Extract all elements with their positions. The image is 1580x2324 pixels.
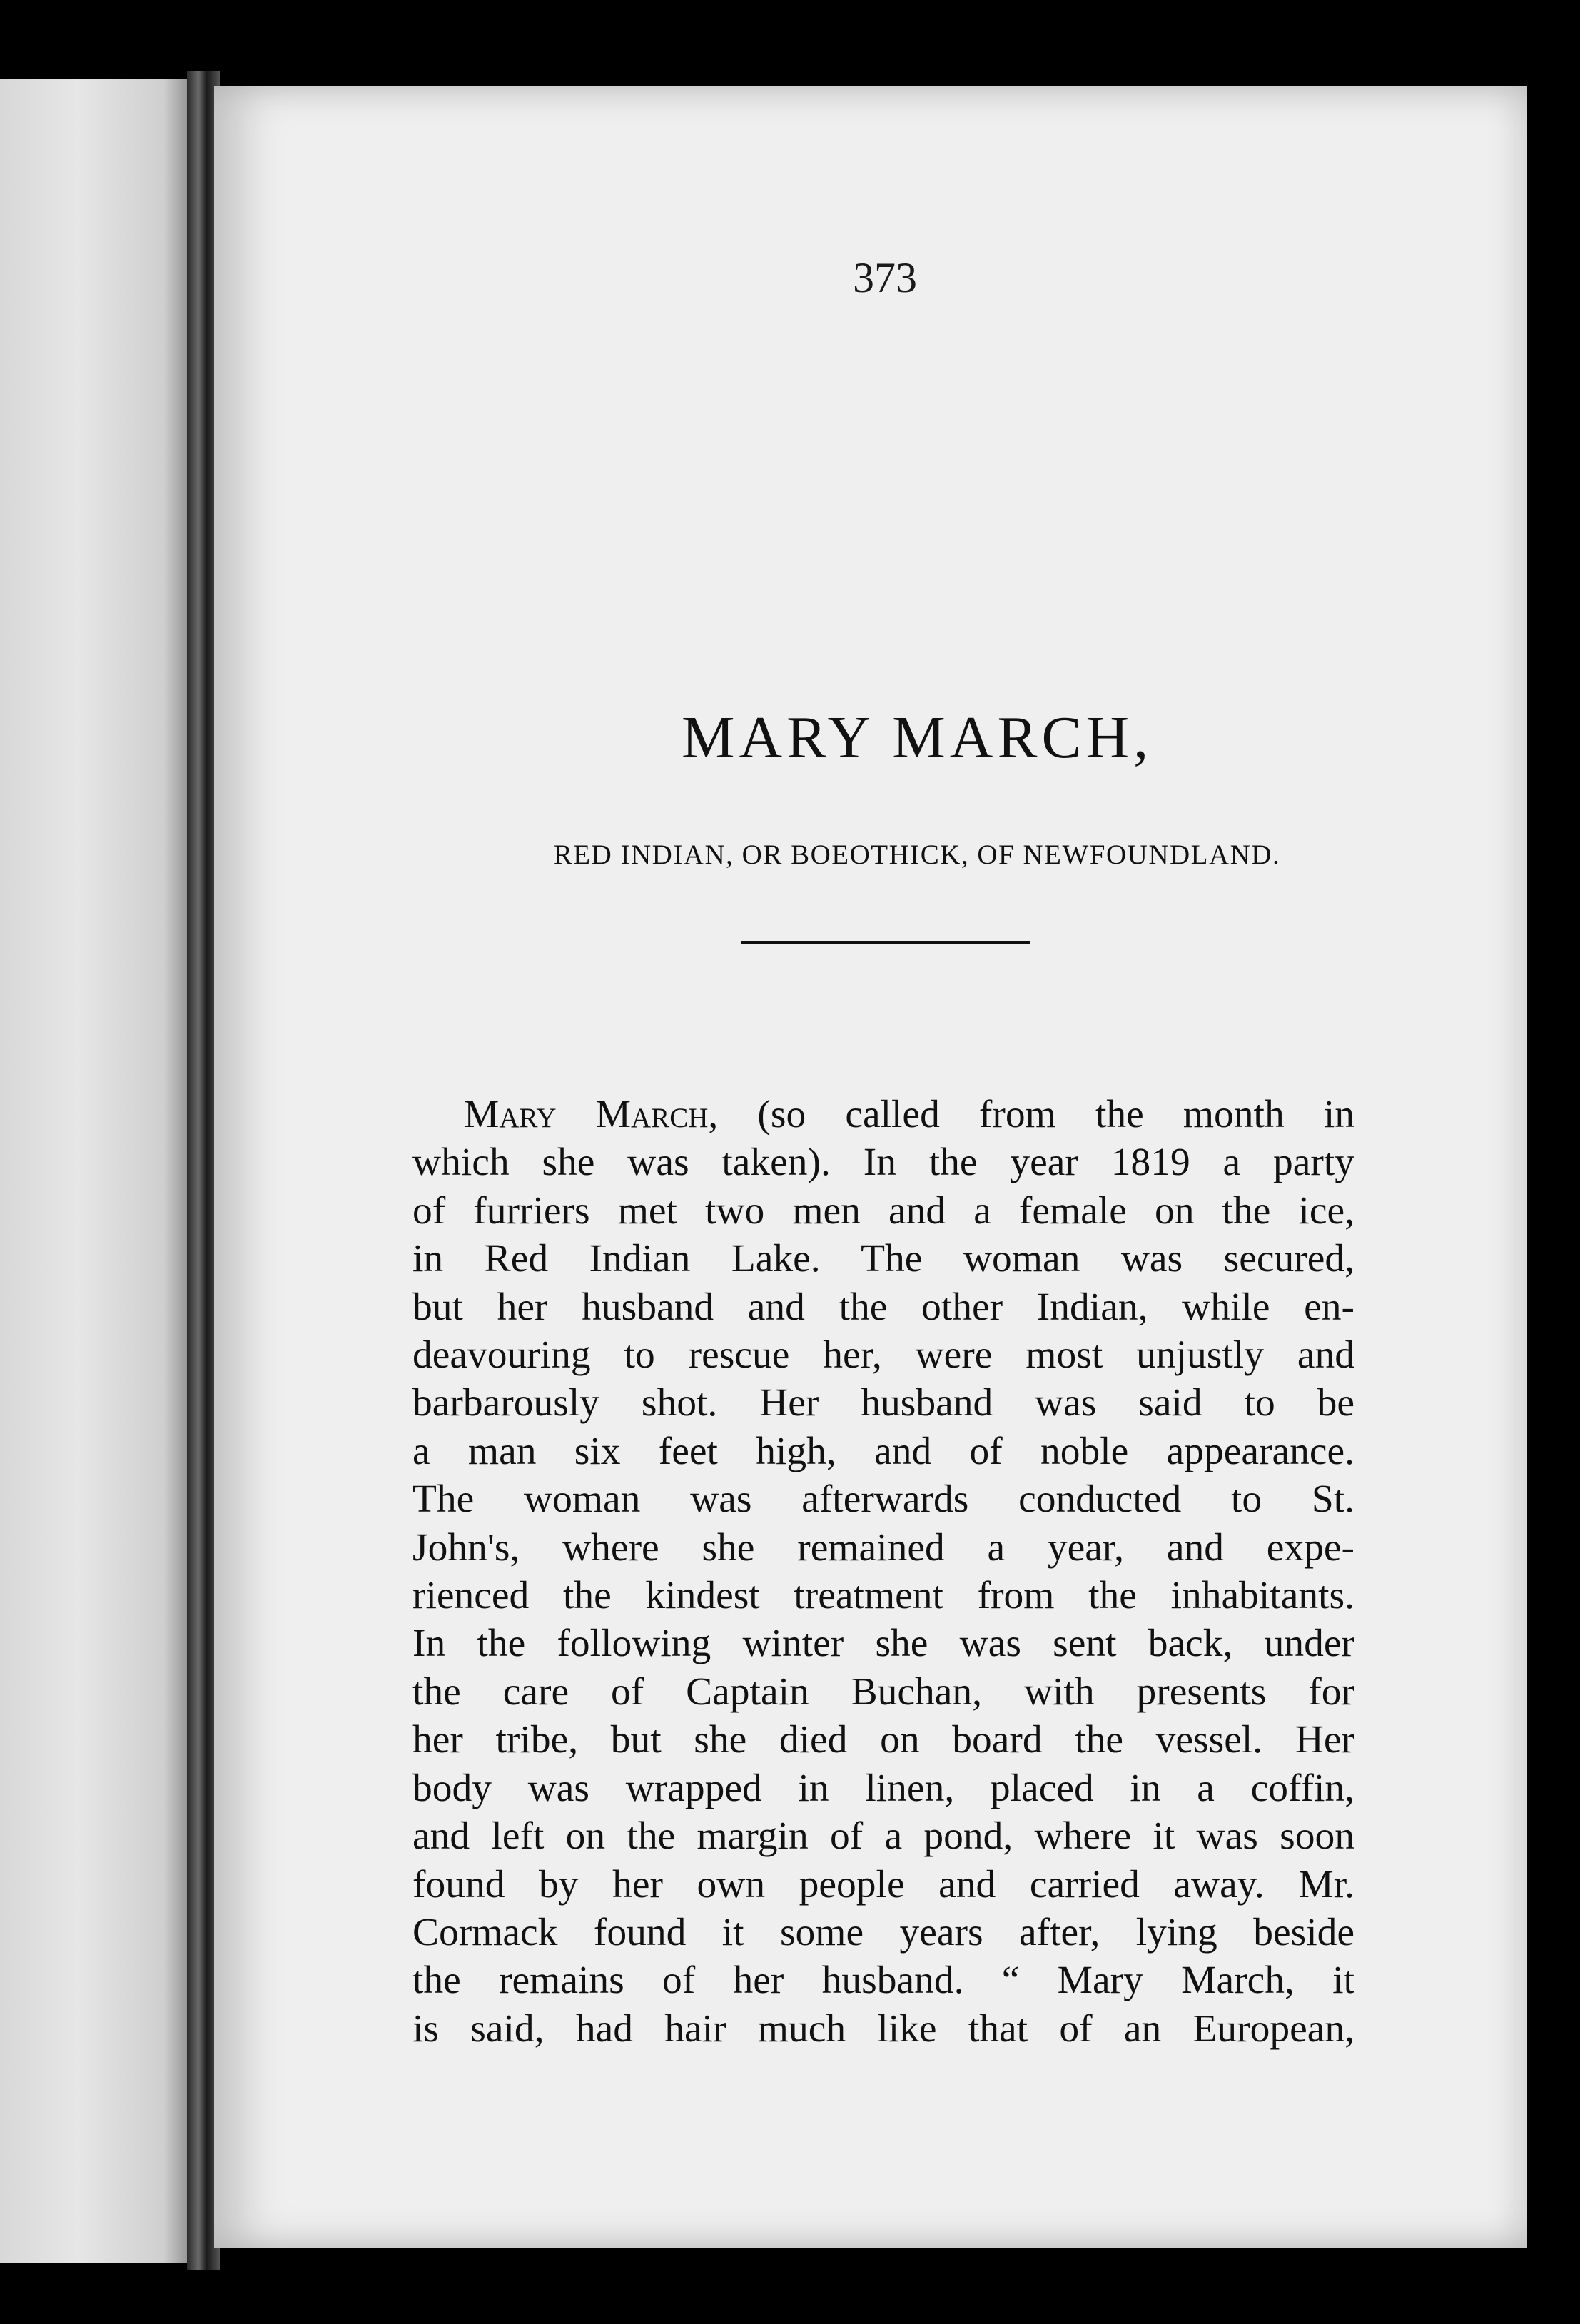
body-line: the remains of her husband. “ Mary March, it xyxy=(412,1959,1354,2003)
body-line: but her husband and the other Indian, while en- xyxy=(412,1285,1354,1329)
body-line: in Red Indian Lake. The woman was secured, xyxy=(412,1237,1354,1281)
body-line: barbarously shot. Her husband was said to be xyxy=(412,1381,1354,1425)
body-line: rienced the kindest treatment from the inhabitants. xyxy=(412,1574,1354,1618)
body-line: the care of Captain Buchan, with presents for xyxy=(412,1669,1354,1714)
body-line: In the following winter she was sent back, under xyxy=(412,1622,1354,1666)
page-number: 373 xyxy=(853,254,917,301)
body-line: is said, had hair much like that of an European, xyxy=(412,2006,1354,2051)
body-line: John's, where she remained a year, and expe- xyxy=(412,1525,1354,1570)
body-line: Cormack found it some years after, lying beside xyxy=(412,1910,1354,1954)
body-line: and left on the margin of a pond, where it was soon xyxy=(412,1814,1354,1859)
title-rule xyxy=(741,941,1030,944)
chapter-title: MARY MARCH, xyxy=(681,704,1153,771)
book-page xyxy=(214,86,1527,2248)
body-line: of furriers met two men and a female on the ice, xyxy=(412,1188,1354,1233)
body-line xyxy=(412,1091,1354,1138)
body-line: The woman was afterwards conducted to St. xyxy=(412,1477,1354,1522)
line-text: (so called from the month in xyxy=(757,1093,1354,1136)
facing-page xyxy=(0,79,193,2263)
chapter-subtitle: RED INDIAN, OR BOEOTHICK, OF NEWFOUNDLAND. xyxy=(553,839,1281,870)
lead-name-last: March, xyxy=(595,1093,719,1136)
body-line: body was wrapped in linen, placed in a coffin, xyxy=(412,1766,1354,1810)
body-line: her tribe, but she died on board the vessel. Her xyxy=(412,1718,1354,1762)
lead-name-first: Mary xyxy=(464,1093,557,1136)
body-line: deavouring to rescue her, were most unjustly and xyxy=(412,1333,1354,1378)
body-line: which she was taken). In the year 1819 a party xyxy=(412,1141,1354,1185)
body-line: found by her own people and carried away. Mr. xyxy=(412,1862,1354,1906)
body-line: a man six feet high, and of noble appearance. xyxy=(412,1429,1354,1473)
body-paragraph xyxy=(412,1091,1354,2053)
